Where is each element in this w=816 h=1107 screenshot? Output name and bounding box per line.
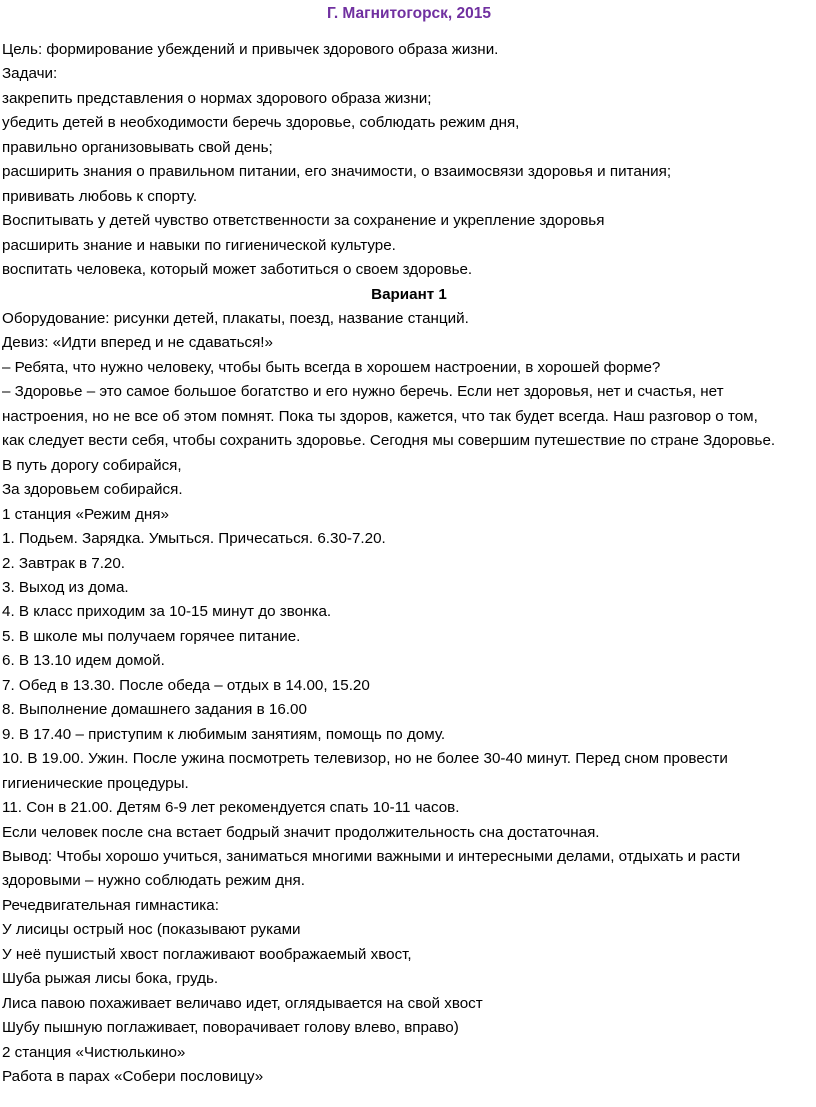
text-line: Воспитывать у детей чувство ответственности за сохранение и укрепление здоровья (2, 212, 605, 230)
text-line: За здоровьем собирайся. (2, 481, 183, 499)
text-line: Шуба рыжая лисы бока, грудь. (2, 970, 219, 988)
text-line: 1 станция «Режим дня» (2, 505, 169, 523)
text-line: 6. В 13.10 идем домой. (2, 652, 165, 670)
text-line: расширить знание и навыки по гигиенической культуре. (2, 236, 396, 254)
text-line: 11. Сон в 21.00. Детям 6-9 лет рекомендуется спать 10-11 часов. (2, 799, 460, 817)
text-line: Девиз: «Идти вперед и не сдаваться!» (2, 334, 273, 352)
text-line: гигиенические процедуры. (2, 774, 189, 792)
text-line: 5. В школе мы получаем горячее питание. (2, 627, 301, 645)
text-line: 9. В 17.40 – приступим к любимым занятиям, помощь по дому. (2, 725, 446, 743)
text-line: убедить детей в необходимости беречь здоровье, соблюдать режим дня, (2, 114, 520, 132)
text-line: – Здоровье – это самое большое богатство и его нужно беречь. Если нет здоровья, нет и счастья, нет (2, 383, 724, 401)
text-line: – Ребята, что нужно человеку, чтобы быть всегда в хорошем настроении, в хорошей форме? (2, 358, 661, 376)
text-line: Речедвигательная гимнастика: (2, 896, 219, 914)
text-line: Если человек после сна встает бодрый значит продолжительность сна достаточная. (2, 823, 600, 841)
text-line: прививать любовь к спорту. (2, 187, 198, 205)
text-line: 2 станция «Чистюлькино» (2, 1043, 186, 1061)
text-line: как следует вести себя, чтобы сохранить здоровье. Сегодня мы совершим путешествие по стране Здоровье. (2, 432, 776, 450)
text-line: 4. В класс приходим за 10-15 минут до звонка. (2, 603, 332, 621)
text-line: Вывод: Чтобы хорошо учиться, заниматься многими важными и интересными делами, отдыхать и расти (2, 847, 741, 865)
text-line: закрепить представления о нормах здорового образа жизни; (2, 89, 432, 107)
text-line: В путь дорогу собирайся, (2, 456, 182, 474)
text-line: У неё пушистый хвост поглаживают воображаемый хвост, (2, 945, 412, 963)
text-line: 2. Завтрак в 7.20. (2, 554, 126, 572)
text-line: правильно организовывать свой день; (2, 138, 273, 156)
text-line: У лисицы острый нос (показывают руками (2, 921, 301, 939)
text-line: Цель: формирование убеждений и привычек здорового образа жизни. (2, 41, 499, 58)
text-line: Работа в парах «Собери пословицу» (2, 1068, 264, 1086)
text-line: 1. Подьем. Зарядка. Умыться. Причесаться. 6.30-7.20. (2, 530, 386, 548)
text-line: настроения, но не все об этом помнят. Пока ты здоров, кажется, что так будет всегда. Наш разговор о том, (2, 407, 758, 425)
text-line: 7. Обед в 13.30. После обеда – отдых в 14.00, 15.20 (2, 676, 370, 694)
text-line: Шубу пышную поглаживает, поворачивает голову влево, вправо) (2, 1019, 459, 1037)
text-line: расширить знания о правильном питании, его значимости, о взаимосвязи здоровья и питания; (2, 163, 672, 181)
document-body (2, 38, 816, 1089)
text-line: воспитать человека, который может заботиться о своем здоровье. (2, 261, 473, 279)
text-line: Оборудование: рисунки детей, плакаты, поезд, название станций. (2, 309, 469, 327)
text-line: 8. Выполнение домашнего задания в 16.00 (2, 701, 307, 719)
text-line: здоровыми – нужно соблюдать режим дня. (2, 872, 305, 890)
document-title: Г. Магнитогорск, 2015 (326, 5, 492, 22)
text-line: 3. Выход из дома. (2, 578, 129, 596)
text-line: Задачи: (2, 65, 58, 83)
text-line: Лиса павою похаживает величаво идет, оглядывается на свой хвост (2, 994, 483, 1012)
section-heading: Вариант 1 (371, 285, 447, 303)
text-line: 10. В 19.00. Ужин. После ужина посмотреть телевизор, но не более 30-40 минут. Перед сном провести (2, 750, 728, 768)
